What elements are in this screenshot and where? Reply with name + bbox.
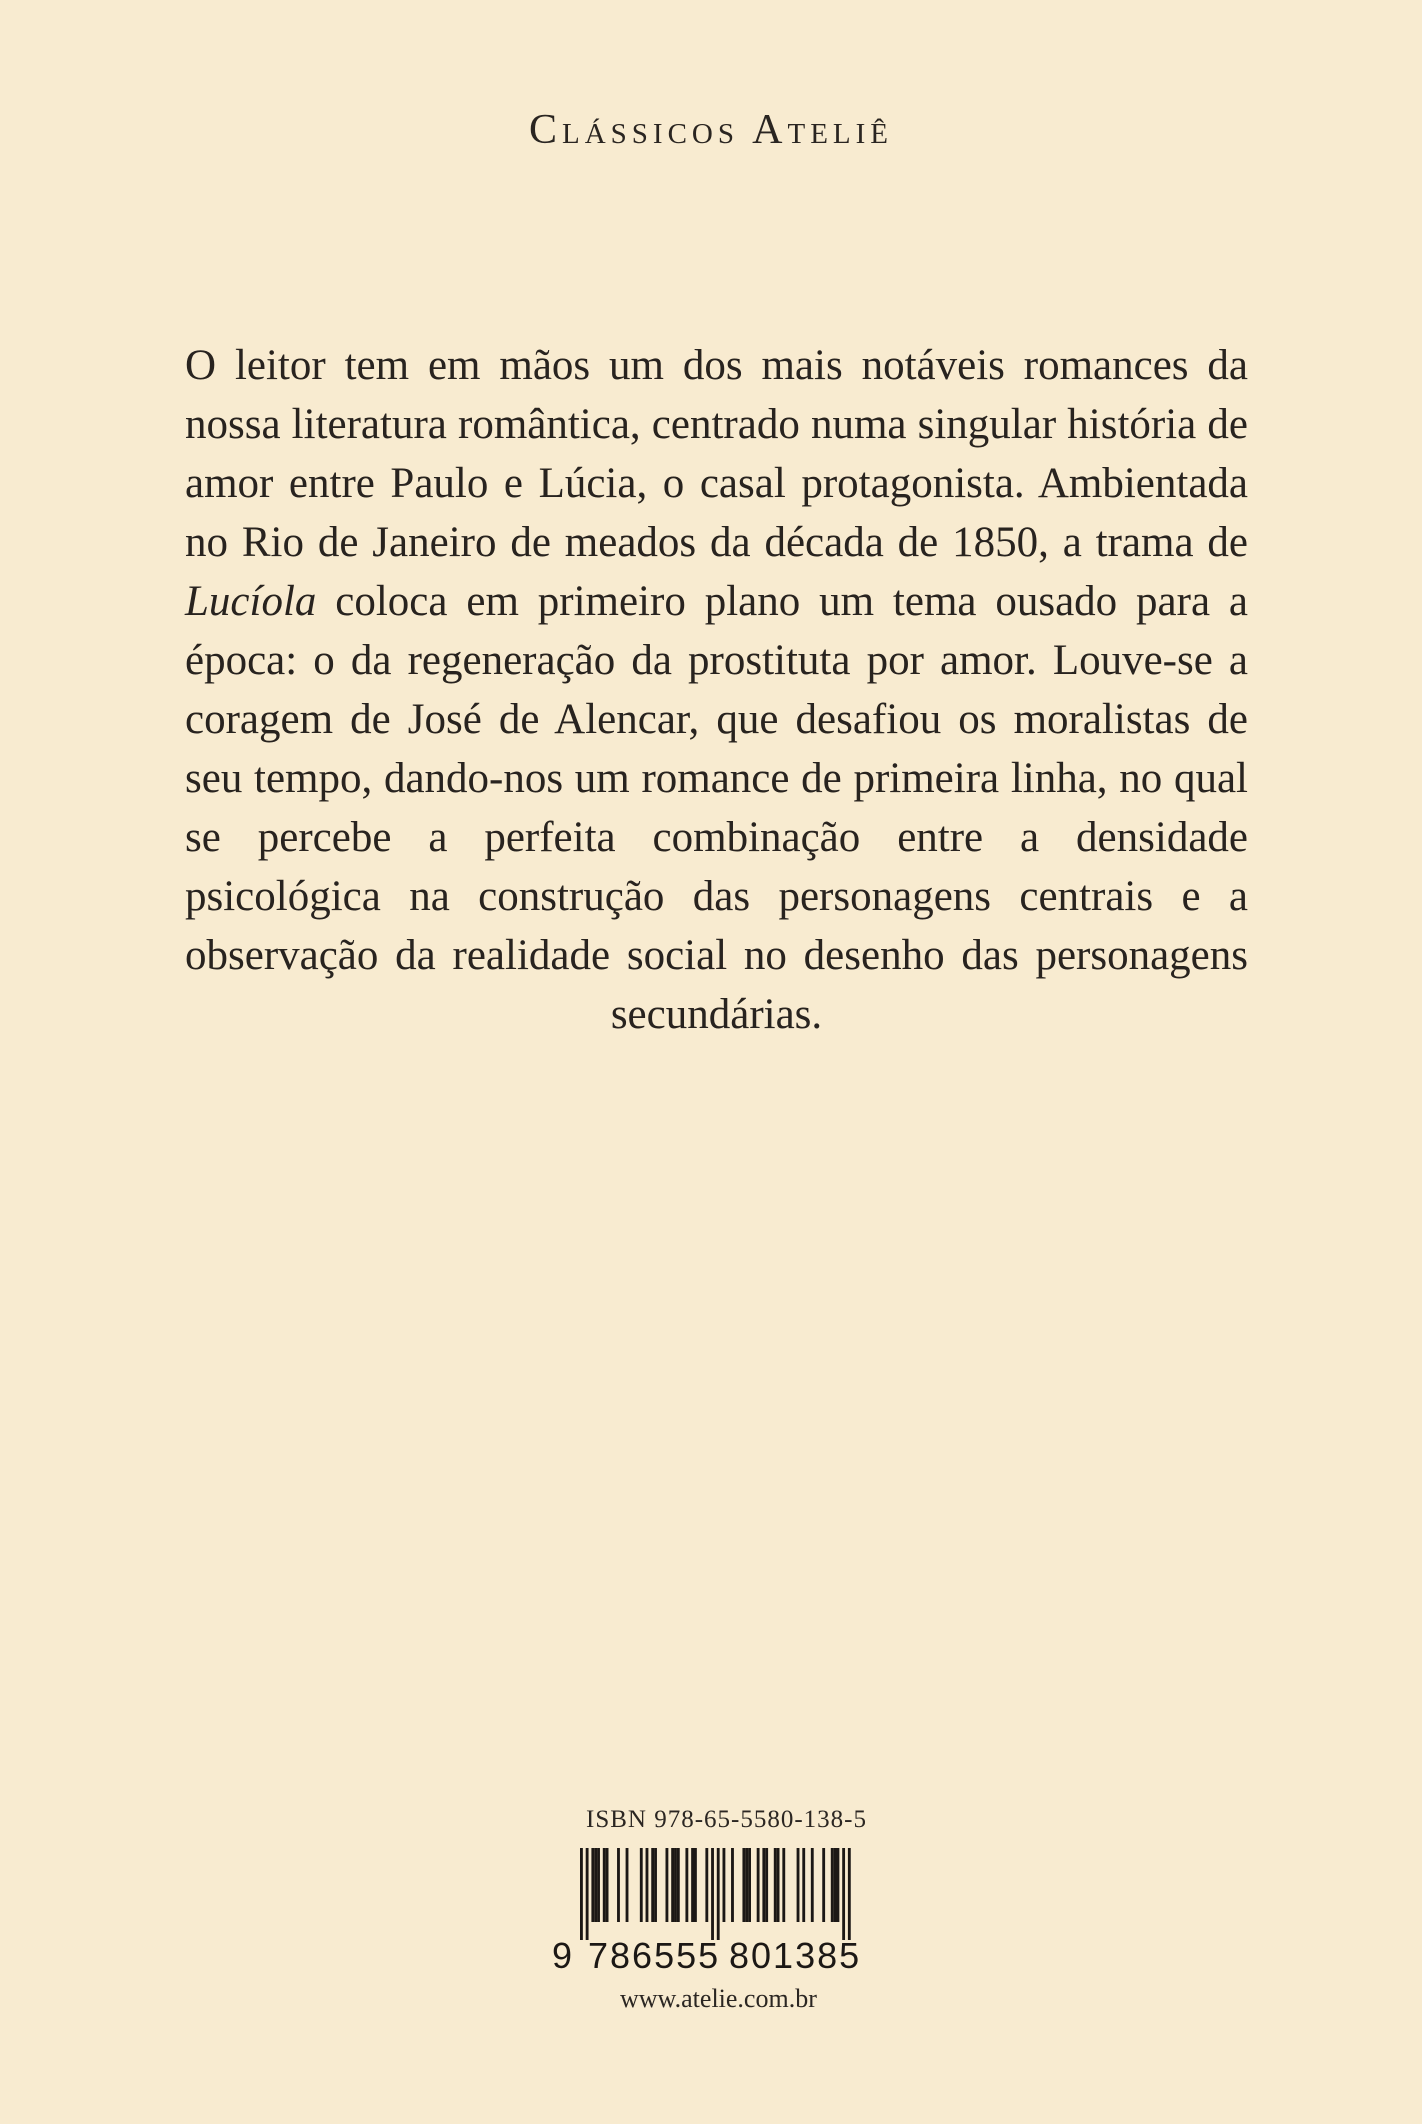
barcode-bar bbox=[671, 1848, 674, 1922]
barcode-bar bbox=[674, 1848, 677, 1922]
barcode-bar bbox=[757, 1848, 760, 1922]
series-title: Clássicos Ateliê bbox=[528, 107, 894, 153]
barcode-bar bbox=[831, 1848, 834, 1922]
barcode-image bbox=[550, 1848, 880, 1943]
barcode-bar bbox=[651, 1848, 654, 1922]
barcode-left-digits: 786555 bbox=[588, 1935, 721, 1976]
barcode-guard-bar bbox=[586, 1848, 589, 1940]
barcode-guard-bar bbox=[580, 1848, 583, 1940]
book-title: Lucíola bbox=[185, 578, 317, 625]
barcode-bar bbox=[594, 1848, 597, 1922]
barcode-bar bbox=[723, 1848, 726, 1922]
barcode-bar bbox=[694, 1848, 697, 1922]
barcode-bar bbox=[677, 1848, 680, 1922]
barcode-bar bbox=[654, 1848, 657, 1922]
barcode-bar bbox=[666, 1848, 669, 1922]
barcode-bar bbox=[597, 1848, 600, 1922]
barcode-bar bbox=[777, 1848, 780, 1922]
blurb-part-1: O leitor tem em mãos um dos mais notáveis romances da nossa literatura romântica, centrado numa singular história de amor entre Paulo e Lúcia, o casal protagonista. Ambientada no Rio de Janeiro de meados da década de 1850, a trama de bbox=[185, 342, 1248, 566]
barcode-bar bbox=[640, 1848, 643, 1922]
barcode-bar bbox=[811, 1848, 814, 1922]
barcode-bar bbox=[691, 1848, 694, 1922]
barcode-bar bbox=[617, 1848, 620, 1922]
barcode-bar bbox=[591, 1848, 594, 1922]
barcode-bar bbox=[802, 1848, 805, 1922]
isbn-label: ISBN 978-65-5580-138-5 bbox=[586, 1806, 868, 1833]
blurb-text bbox=[185, 336, 1248, 1044]
barcode-lead-digit: 9 bbox=[552, 1935, 573, 1976]
barcode-bar bbox=[765, 1848, 768, 1922]
barcode-bar bbox=[731, 1848, 734, 1922]
barcode-bar bbox=[837, 1848, 840, 1922]
barcode-bar bbox=[782, 1848, 785, 1922]
barcode-guard-bar bbox=[848, 1848, 851, 1940]
barcode-guard-bar bbox=[842, 1848, 845, 1940]
barcode-guard-bar bbox=[717, 1848, 720, 1940]
barcode-bar bbox=[606, 1848, 609, 1922]
barcode-bar bbox=[742, 1848, 745, 1922]
barcode-bar bbox=[762, 1848, 765, 1922]
barcode-bar bbox=[834, 1848, 837, 1922]
barcode-bar bbox=[748, 1848, 751, 1922]
blurb-part-2: coloca em primeiro plano um tema ousado para a época: o da regeneração da prostituta por amor. Louve-se a coragem de José de Alencar, que desafiou os moralistas de seu tempo, dando-nos um romance de primeira linha, no qual se percebe a perfeita combinação entre a densidade psicológica na construção das personagens centrais e a observação da realidade social no desenho das personagens secundárias. bbox=[185, 578, 1248, 1038]
barcode-guard-bar bbox=[711, 1848, 714, 1940]
barcode-bar bbox=[774, 1848, 777, 1922]
barcode-bar bbox=[626, 1848, 629, 1922]
barcode-bar bbox=[705, 1848, 708, 1922]
barcode-bar bbox=[603, 1848, 606, 1922]
barcode-right-digits: 801385 bbox=[729, 1935, 862, 1976]
barcode-bar bbox=[745, 1848, 748, 1922]
barcode-bar bbox=[646, 1848, 649, 1922]
barcode-bar bbox=[822, 1848, 825, 1922]
barcode-bar bbox=[797, 1848, 800, 1922]
barcode-bar bbox=[685, 1848, 688, 1922]
publisher-url: www.atelie.com.br bbox=[620, 1984, 817, 2013]
